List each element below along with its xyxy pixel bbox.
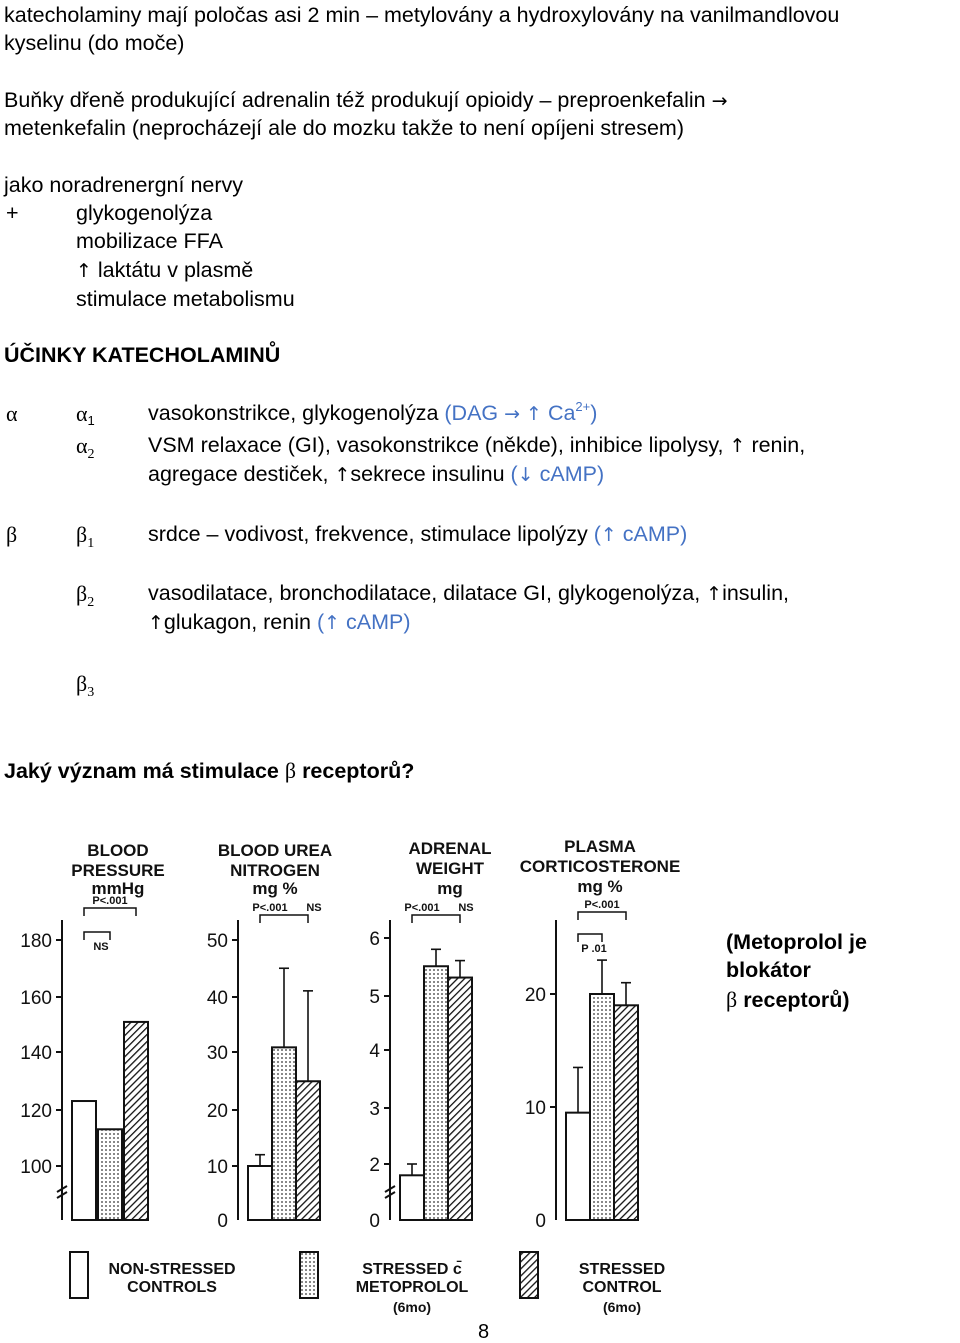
sig-bracket (578, 934, 602, 942)
effect-glykogenolyza: glykogenolýza (76, 201, 213, 225)
legend-swatch (520, 1252, 538, 1298)
beta2-line-1 (148, 583, 789, 605)
text-line-2: kyselinu (do moče) (4, 31, 185, 55)
alpha1-sub: 1 (87, 413, 95, 428)
alpha1-ca (548, 401, 597, 425)
alpha2-camp (511, 462, 605, 486)
y-tick-label: 100 (20, 1157, 52, 1178)
beta1-symbol: β (76, 522, 88, 547)
legend-item-1 (70, 1252, 236, 1298)
sig-label: P<.001 (404, 902, 440, 914)
beta2-close: cAMP) (346, 610, 411, 634)
effect-laktat-label: laktátu v plasmě (97, 258, 254, 282)
sig-bracket (260, 915, 308, 923)
y-tick-label: 140 (20, 1043, 52, 1064)
panel-title-line: BLOOD UREA (217, 841, 333, 860)
note-line-3 (726, 989, 850, 1012)
alpha2-close: cAMP) (539, 462, 605, 486)
bar-2 (272, 1047, 296, 1220)
alpha2-line-1 (148, 435, 805, 457)
beta1-close: cAMP) (622, 522, 688, 546)
sig-bracket (412, 915, 460, 923)
alpha2-open: ( (510, 462, 518, 486)
arrow-down-icon: ↓ (517, 464, 534, 486)
legend-line-2: CONTROL (582, 1279, 662, 1296)
alpha2-line-2 (148, 464, 604, 486)
legend-item-3 (520, 1252, 665, 1315)
y-tick-label: 30 (206, 1043, 228, 1064)
alpha1-dag: (DAG (444, 401, 499, 425)
arrow-right-icon: → (711, 90, 728, 112)
beta3-label (76, 671, 95, 700)
y-tick-label: 20 (206, 1101, 228, 1122)
bar-3 (614, 1005, 638, 1220)
arrow-right-icon: → (504, 403, 521, 425)
stress-figure (0, 820, 720, 1320)
sig-label: P<.001 (584, 899, 620, 911)
panel-title-line: BLOOD (87, 841, 149, 860)
beta2-text-1: vasodilatace, bronchodilatace, dilatace GI, glykogenolýza, (148, 581, 701, 605)
beta2-text-2: glukagon, renin (163, 610, 311, 634)
sig-label: NS (306, 902, 322, 914)
beta-symbol: β (6, 522, 18, 547)
y-tick-label: 20 (524, 985, 546, 1006)
arrow-up-icon: ↑ (600, 524, 617, 546)
sig-label: P<.001 (92, 895, 128, 907)
text-line-5: jako noradrenergní nervy (4, 173, 244, 197)
beta1-text: srdce – vodivost, frekvence, stimulace lipolýzy (148, 522, 588, 546)
page-number: 8 (478, 1321, 490, 1343)
y-tick-label: 4 (369, 1041, 380, 1062)
note-beta: β (726, 987, 738, 1012)
sig-bracket (84, 932, 110, 940)
arrow-up-icon: ↑ (148, 612, 164, 634)
beta1-sub: 1 (87, 536, 95, 551)
bar-3 (448, 978, 472, 1220)
beta1-open: ( (593, 522, 601, 546)
effect-metabolismus: stimulace metabolismu (76, 287, 295, 311)
heading-ucinky: ÚČINKY KATECHOLAMINŮ (4, 343, 281, 367)
bar-1 (400, 1175, 424, 1220)
legend-item-2 (300, 1252, 469, 1315)
beta2-sub: 2 (87, 595, 95, 610)
bar-2 (424, 966, 448, 1220)
y-tick-label: 160 (20, 988, 52, 1009)
beta1-description (148, 524, 687, 546)
y-tick-label: 40 (206, 988, 228, 1009)
alpha1-close: ) (590, 401, 598, 425)
alpha2-text-2: agregace destiček, (148, 462, 329, 486)
y-zero-label: 0 (535, 1211, 546, 1232)
alpha1-ca-sup: 2+ (575, 399, 591, 414)
beta2-camp (317, 610, 411, 634)
beta3-symbol: β (76, 671, 88, 696)
bar-1 (248, 1166, 272, 1220)
bar-3 (124, 1022, 148, 1220)
panel-title-line: ADRENAL (408, 839, 492, 858)
alpha2-sub: 2 (87, 447, 95, 462)
bar-2 (590, 994, 614, 1220)
legend-line-1: STRESSED c̄ (362, 1261, 462, 1278)
panel-title-line: mmHg (91, 879, 145, 898)
arrow-up-icon: ↑ (729, 435, 746, 457)
chart-panel-2 (207, 841, 332, 1232)
legend-line-2: CONTROLS (127, 1279, 217, 1296)
effect-mobilizace: mobilizace FFA (76, 229, 223, 253)
y-zero-label: 0 (217, 1211, 228, 1232)
alpha1-symbol: α (76, 401, 88, 426)
y-tick-label: 120 (20, 1101, 52, 1122)
chart-panel-4 (520, 837, 681, 1232)
beta2-label (76, 581, 95, 610)
text-line-3 (4, 90, 728, 112)
plus-sign: + (6, 201, 19, 225)
y-tick-label: 10 (206, 1157, 228, 1178)
sig-label: P<.001 (252, 902, 288, 914)
y-tick-label: 50 (206, 931, 228, 952)
chart-panel-1 (20, 841, 164, 1220)
note-line-2: blokátor (726, 958, 811, 982)
panel-title-line: NITROGEN (230, 861, 320, 880)
alpha2-text-2b: sekrece insulinu (350, 462, 505, 486)
y-tick-label: 180 (20, 931, 52, 952)
y-tick-label: 3 (369, 1099, 380, 1120)
text-line-1: katecholaminy mají poločas asi 2 min – metylovány a hydroxylovány na vanilmandlovou (4, 3, 840, 27)
panel-title-line: WEIGHT (416, 859, 484, 878)
question-beta: β (284, 758, 297, 783)
legend-line-3: (6mo) (392, 1299, 432, 1315)
bar-1 (72, 1101, 96, 1220)
y-tick-label: 2 (369, 1155, 380, 1176)
alpha2-label (76, 433, 95, 462)
panel-title-line: mg % (577, 877, 623, 896)
y-tick-label: 6 (369, 929, 380, 950)
chart-panel-3 (369, 839, 491, 1232)
bar-1 (566, 1113, 590, 1220)
sig-label: P .01 (581, 943, 607, 955)
beta2-text-1b: insulin, (722, 581, 790, 605)
alpha1-text: vasokonstrikce, glykogenolýza (148, 401, 439, 425)
panel-title-line: PRESSURE (71, 861, 165, 880)
arrow-up-icon: ↑ (324, 612, 341, 634)
alpha-symbol: α (6, 401, 18, 426)
beta2-symbol: β (76, 581, 88, 606)
legend-line-2: METOPROLOL (355, 1279, 469, 1296)
beta3-sub: 3 (87, 685, 95, 700)
alpha1-ca-text: Ca (547, 401, 576, 425)
y-tick-label: 5 (369, 987, 380, 1008)
sig-bracket (578, 912, 626, 920)
legend-swatch (70, 1252, 88, 1298)
bar-3 (296, 1081, 320, 1220)
beta1-label (76, 522, 95, 551)
beta2-line-2 (148, 612, 411, 634)
arrow-up-icon: ↑ (76, 260, 92, 282)
legend-line-1: NON-STRESSED (108, 1261, 236, 1278)
note-line-3-text: receptorů) (743, 988, 850, 1012)
panel-title-line: PLASMA (564, 837, 636, 856)
legend-line-3: (6mo) (602, 1299, 642, 1315)
panel-title-line: mg (437, 879, 463, 898)
beta1-camp (594, 522, 688, 546)
sig-bracket (84, 908, 136, 916)
text-line-4: metenkefalin (neprocházejí ale do mozku takže to není opíjeni stresem) (4, 116, 685, 140)
alpha2-text-1b: renin, (751, 433, 806, 457)
sig-label: NS (93, 941, 109, 953)
arrow-up-icon: ↑ (706, 583, 723, 605)
panel-title-line: CORTICOSTERONE (519, 857, 681, 876)
alpha1-description (148, 399, 598, 425)
beta2-open: ( (316, 610, 325, 634)
panel-title-line: mg % (252, 879, 298, 898)
arrow-up-icon: ↑ (526, 403, 542, 425)
alpha2-symbol: α (76, 433, 88, 458)
note-line-1: (Metoprolol je (726, 930, 867, 954)
legend-line-1: STRESSED (578, 1261, 666, 1278)
text-line-3-content: Buňky dřeně produkující adrenalin též produkují opioidy – preproenkefalin (4, 88, 706, 112)
question-text: Jaký význam má stimulace (4, 759, 279, 783)
arrow-up-icon: ↑ (334, 464, 351, 486)
legend-swatch (300, 1252, 318, 1298)
question-heading (4, 760, 414, 783)
question-end: receptorů? (302, 759, 415, 783)
bar-2 (98, 1129, 122, 1220)
y-tick-label: 10 (524, 1098, 546, 1119)
effect-laktat (76, 260, 253, 282)
alpha1-label (76, 403, 95, 426)
sig-label: NS (458, 902, 474, 914)
alpha2-text-1: VSM relaxace (GI), vasokonstrikce (někde), inhibice lipolysy, (148, 433, 724, 457)
y-zero-label: 0 (369, 1211, 380, 1232)
